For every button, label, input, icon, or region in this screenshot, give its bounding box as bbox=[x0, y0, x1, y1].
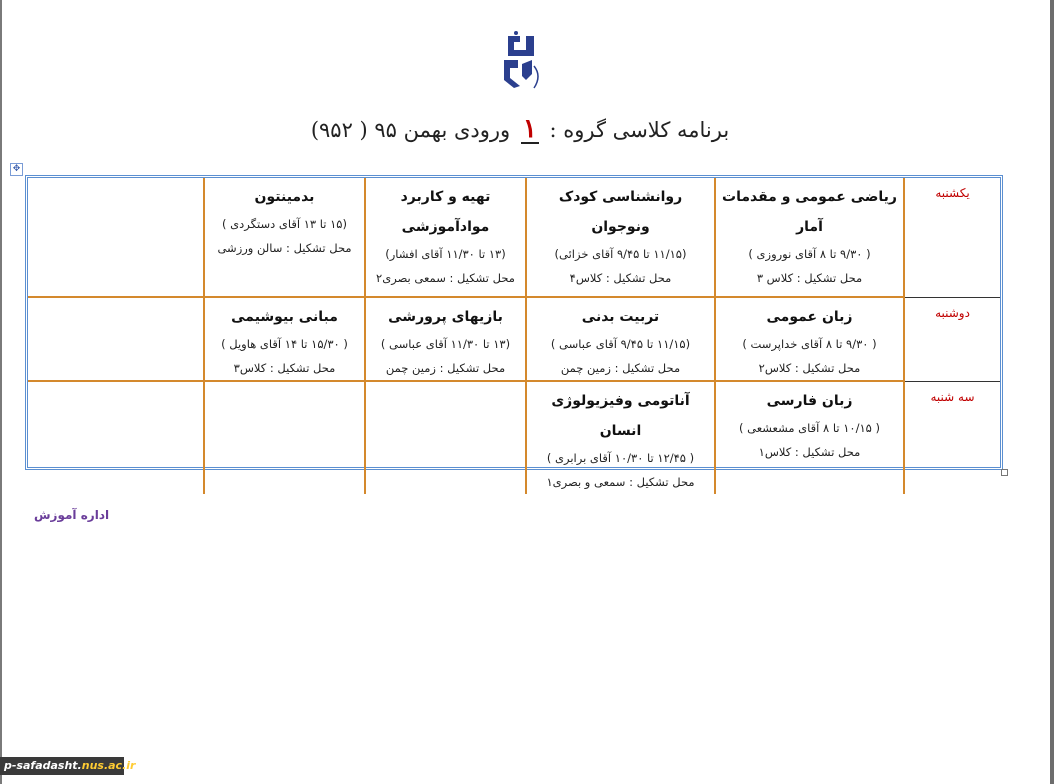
day-label: دوشنبه bbox=[904, 297, 1000, 381]
course-place: محل تشکیل : کلاس۱ bbox=[758, 445, 861, 459]
class-cell[interactable] bbox=[526, 297, 715, 381]
course-teacher: (۱۳ تا ۱۱/۳۰ آقای افشار) bbox=[385, 247, 506, 261]
course-name: بازیهای پرورشی bbox=[388, 309, 503, 325]
class-cell-empty[interactable] bbox=[28, 297, 204, 381]
day-label: یکشنبه bbox=[904, 178, 1000, 297]
course-teacher: ( ۱۵/۳۰ تا ۱۴ آقای هاویل ) bbox=[221, 337, 348, 351]
course-name: تهیه و کاربرد موادآموزشی bbox=[400, 189, 491, 235]
course-name: زبان عمومی bbox=[766, 309, 853, 325]
class-cell[interactable] bbox=[365, 297, 526, 381]
class-cell[interactable] bbox=[715, 297, 904, 381]
site-watermark-prefix: p-safadasht. bbox=[4, 759, 82, 772]
course-place: محل تشکیل : کلاس۴ bbox=[569, 271, 672, 285]
course-teacher: (۱۱/۱۵ تا ۹/۴۵ آقای عباسی ) bbox=[550, 337, 691, 351]
course-name: بدمینتون bbox=[254, 189, 315, 205]
course-teacher: (۱۳ تا ۱۱/۳۰ آقای عباسی ) bbox=[380, 337, 511, 351]
site-watermark-domain: nus.ac.ir bbox=[81, 759, 136, 772]
day-label: سه شنبه bbox=[904, 381, 1000, 494]
schedule-table bbox=[28, 178, 1000, 494]
course-place: محل تشکیل : سمعی بصری۲ bbox=[376, 271, 515, 285]
class-cell[interactable] bbox=[526, 178, 715, 297]
class-cell[interactable] bbox=[204, 178, 365, 297]
schedule-title bbox=[300, 116, 740, 156]
title-suffix: ورودی بهمن ۹۵ ( ۹۵۲) bbox=[310, 118, 511, 142]
course-place: محل تشکیل : سمعی و بصری۱ bbox=[546, 475, 695, 489]
course-teacher: ( ۱۲/۴۵ تا ۱۰/۳۰ آقای برابری ) bbox=[546, 451, 695, 465]
course-teacher: ( ۹/۳۰ تا ۸ آقای خداپرست ) bbox=[742, 337, 877, 351]
class-cell[interactable] bbox=[204, 297, 365, 381]
class-cell[interactable] bbox=[526, 381, 715, 494]
course-name: تربیت بدنی bbox=[581, 309, 660, 325]
course-teacher: ( ۹/۳۰ تا ۸ آقای نوروزی ) bbox=[748, 247, 871, 261]
class-cell[interactable] bbox=[365, 178, 526, 297]
window-scrollbar[interactable] bbox=[1050, 0, 1054, 784]
course-name: مبانی بیوشیمی bbox=[231, 309, 338, 325]
table-row bbox=[28, 381, 1000, 494]
title-prefix: برنامه کلاسی گروه : bbox=[549, 118, 730, 142]
course-place: محل تشکیل : کلاس۳ bbox=[233, 361, 336, 375]
table-resize-handle[interactable] bbox=[1001, 469, 1008, 476]
course-place: محل تشکیل : زمین چمن bbox=[560, 361, 681, 375]
table-row bbox=[28, 178, 1000, 297]
site-watermark bbox=[0, 757, 136, 775]
schedule-table-frame bbox=[25, 175, 1003, 489]
course-name: زبان فارسی bbox=[766, 393, 853, 409]
course-place: محل تشکیل : زمین چمن bbox=[385, 361, 506, 375]
class-cell-empty[interactable] bbox=[28, 178, 204, 297]
course-name: روانشناسی کودک ونوجوان bbox=[558, 189, 683, 235]
course-place: محل تشکیل : کلاس ۳ bbox=[756, 271, 863, 285]
office-label: اداره آموزش bbox=[34, 508, 110, 522]
window-left-edge bbox=[0, 0, 2, 784]
class-cell-empty[interactable] bbox=[204, 381, 365, 494]
course-place: محل تشکیل : سالن ورزشی bbox=[217, 241, 352, 255]
course-name: آناتومی وفیزیولوژی انسان bbox=[551, 393, 690, 439]
table-move-handle-icon[interactable]: ✥ bbox=[10, 163, 23, 176]
class-cell-empty[interactable] bbox=[365, 381, 526, 494]
course-name: ریاضی عمومی و مقدمات آمار bbox=[722, 189, 897, 235]
group-number: ۱ bbox=[522, 114, 537, 144]
course-teacher: (۱۵ تا ۱۳ آقای دستگردی ) bbox=[222, 217, 347, 231]
course-teacher: ( ۱۰/۱۵ تا ۸ آقای مشعشعی ) bbox=[739, 421, 880, 435]
class-cell-empty[interactable] bbox=[28, 381, 204, 494]
university-logo bbox=[498, 30, 544, 92]
course-place: محل تشکیل : کلاس۲ bbox=[758, 361, 861, 375]
class-cell[interactable] bbox=[715, 178, 904, 297]
class-cell[interactable] bbox=[715, 381, 904, 494]
table-row bbox=[28, 297, 1000, 381]
course-teacher: (۱۱/۱۵ تا ۹/۴۵ آقای خزائی) bbox=[554, 247, 687, 261]
